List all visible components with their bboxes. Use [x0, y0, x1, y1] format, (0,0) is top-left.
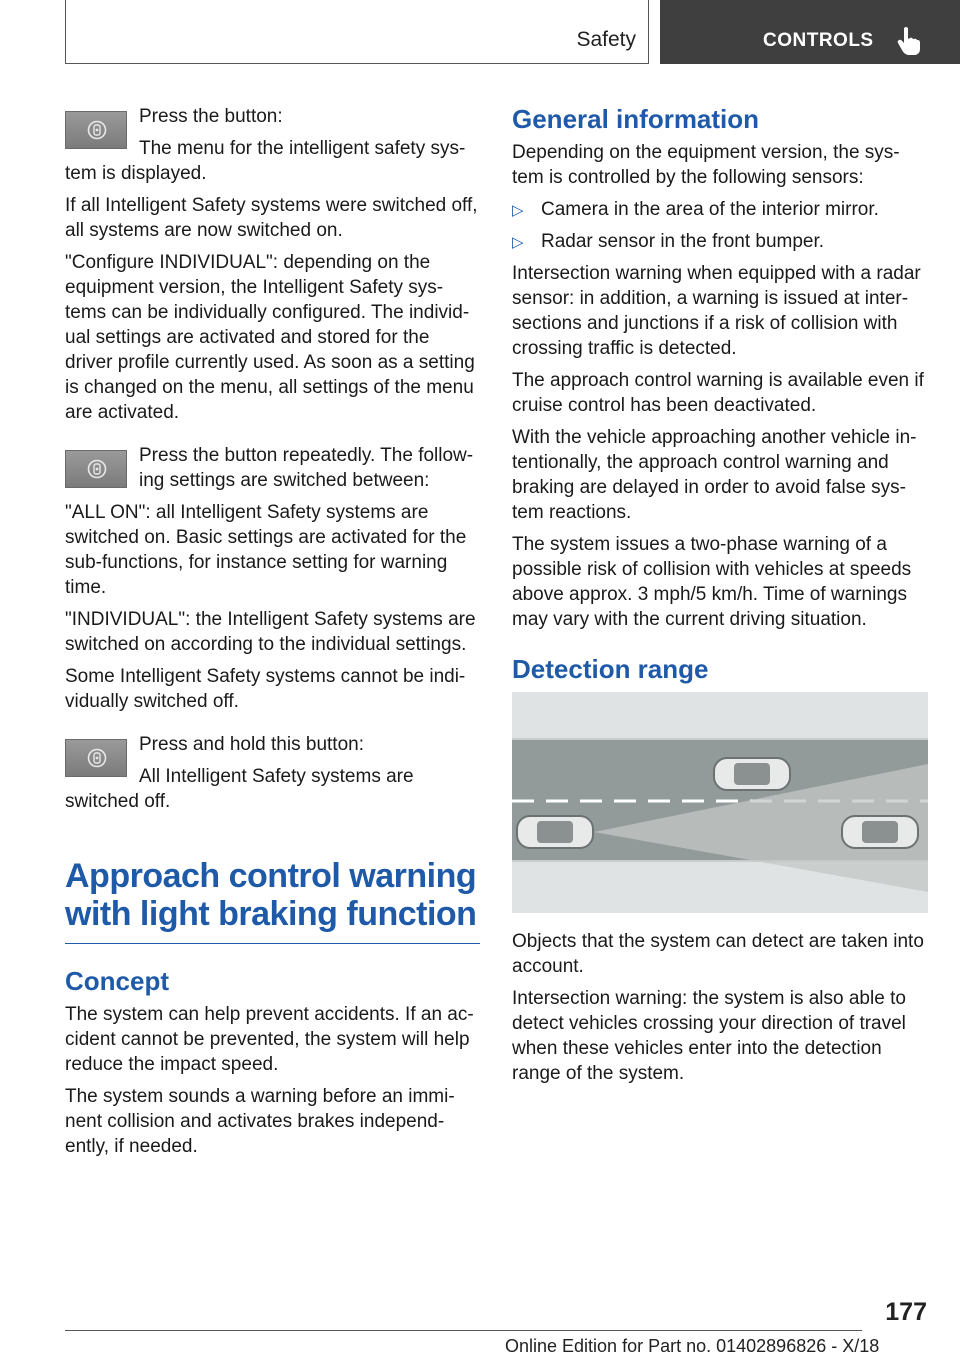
header-section-box: [65, 0, 649, 64]
button-instruction-1: [65, 104, 480, 193]
concept-heading: Concept: [65, 966, 169, 996]
safety-button-image: [65, 739, 127, 777]
list-item: ▷ Camera in the area of the interior mirror.: [512, 197, 928, 222]
safety-button-icon: [87, 120, 107, 140]
car-icon: [842, 816, 918, 848]
paragraph: The system issues a two-phase warning of a possible risk of collision with vehicles at speeds above approx. 3 mph/5 km/h. Time of warnings may vary with the current driving situation.: [512, 534, 912, 630]
sensor-list: [512, 197, 928, 254]
paragraph: The system sounds a warning before an immi-nent collision and activates brakes independ-ently, if needed.: [65, 1086, 455, 1157]
button-instruction-2: [65, 443, 480, 500]
safety-button-icon: [87, 748, 107, 768]
button-instruction-3: [65, 732, 480, 821]
paragraph: Press the button:: [139, 106, 283, 127]
paragraph: Press and hold this button:: [139, 734, 364, 755]
paragraph: Depending on the equipment version, the sys-tem is controlled by the following sensors:: [512, 142, 900, 188]
left-column: [65, 104, 480, 1166]
chapter-title: CONTROLS: [763, 30, 874, 51]
safety-button-image: [65, 450, 127, 488]
list-item: ▷ Radar sensor in the front bumper.: [512, 229, 928, 254]
paragraph: "ALL ON": all Intelligent Safety systems are switched on. Basic settings are activated for the sub-functions, for instance setting for warning time.: [65, 502, 467, 598]
safety-button-icon: [87, 459, 107, 479]
paragraph: Intersection warning: the system is also able to detect vehicles crossing your direction of travel when these vehicles enter into the detection range of the system.: [512, 988, 906, 1084]
paragraph: If all Intelligent Safety systems were switched off, all systems are now switched on.: [65, 195, 478, 241]
safety-button-image: [65, 111, 127, 149]
car-icon: [517, 816, 593, 848]
paragraph: The menu for the intelligent safety sys-tem is displayed.: [65, 138, 466, 184]
section-title: Safety: [576, 28, 636, 51]
footer-divider: [65, 1330, 862, 1331]
header-chapter-tab: [660, 0, 960, 64]
chapter-heading: Approach control warning with light braking function: [65, 857, 480, 944]
detection-range-diagram: [512, 692, 928, 913]
paragraph: Some Intelligent Safety systems cannot be indi-vidually switched off.: [65, 666, 466, 712]
general-information-heading: General information: [512, 104, 760, 134]
paragraph: All Intelligent Safety systems are switched off.: [65, 766, 414, 812]
detection-range-heading: Detection range: [512, 654, 709, 684]
page-number: 177: [885, 1298, 927, 1326]
triangle-bullet-icon: ▷: [512, 234, 524, 251]
right-column: [512, 104, 928, 1093]
paragraph: Press the button repeatedly. The follow-ing settings are switched between:: [139, 445, 474, 491]
footer-edition: Online Edition for Part no. 01402896826 - X/18: [505, 1336, 880, 1356]
paragraph: Intersection warning when equipped with a radar sensor: in addition, a warning is issued at inter-sections and junctions if a risk of collision with crossing traffic is detected.: [512, 263, 921, 359]
paragraph: "INDIVIDUAL": the Intelligent Safety systems are switched on according to the individual settings.: [65, 609, 476, 655]
hand-pointer-icon: [896, 26, 922, 56]
paragraph: The system can help prevent accidents. If an ac-cident cannot be prevented, the system will help reduce the impact speed.: [65, 1004, 474, 1075]
paragraph: The approach control warning is available even if cruise control has been deactivated.: [512, 370, 924, 416]
paragraph: Objects that the system can detect are taken into account.: [512, 931, 924, 977]
paragraph: "Configure INDIVIDUAL": depending on the equipment version, the Intelligent Safety sys-tems can be individually configured. The individ-ual settings are activated and stored for the driver profile currently used. As soon as a setting is changed on the menu, all settings of the menu are activated.: [65, 252, 475, 423]
paragraph: With the vehicle approaching another vehicle in-tentionally, the approach control warning and braking are delayed in order to avoid false sys-tem reactions.: [512, 427, 917, 523]
triangle-bullet-icon: ▷: [512, 202, 524, 219]
car-icon: [714, 758, 790, 790]
